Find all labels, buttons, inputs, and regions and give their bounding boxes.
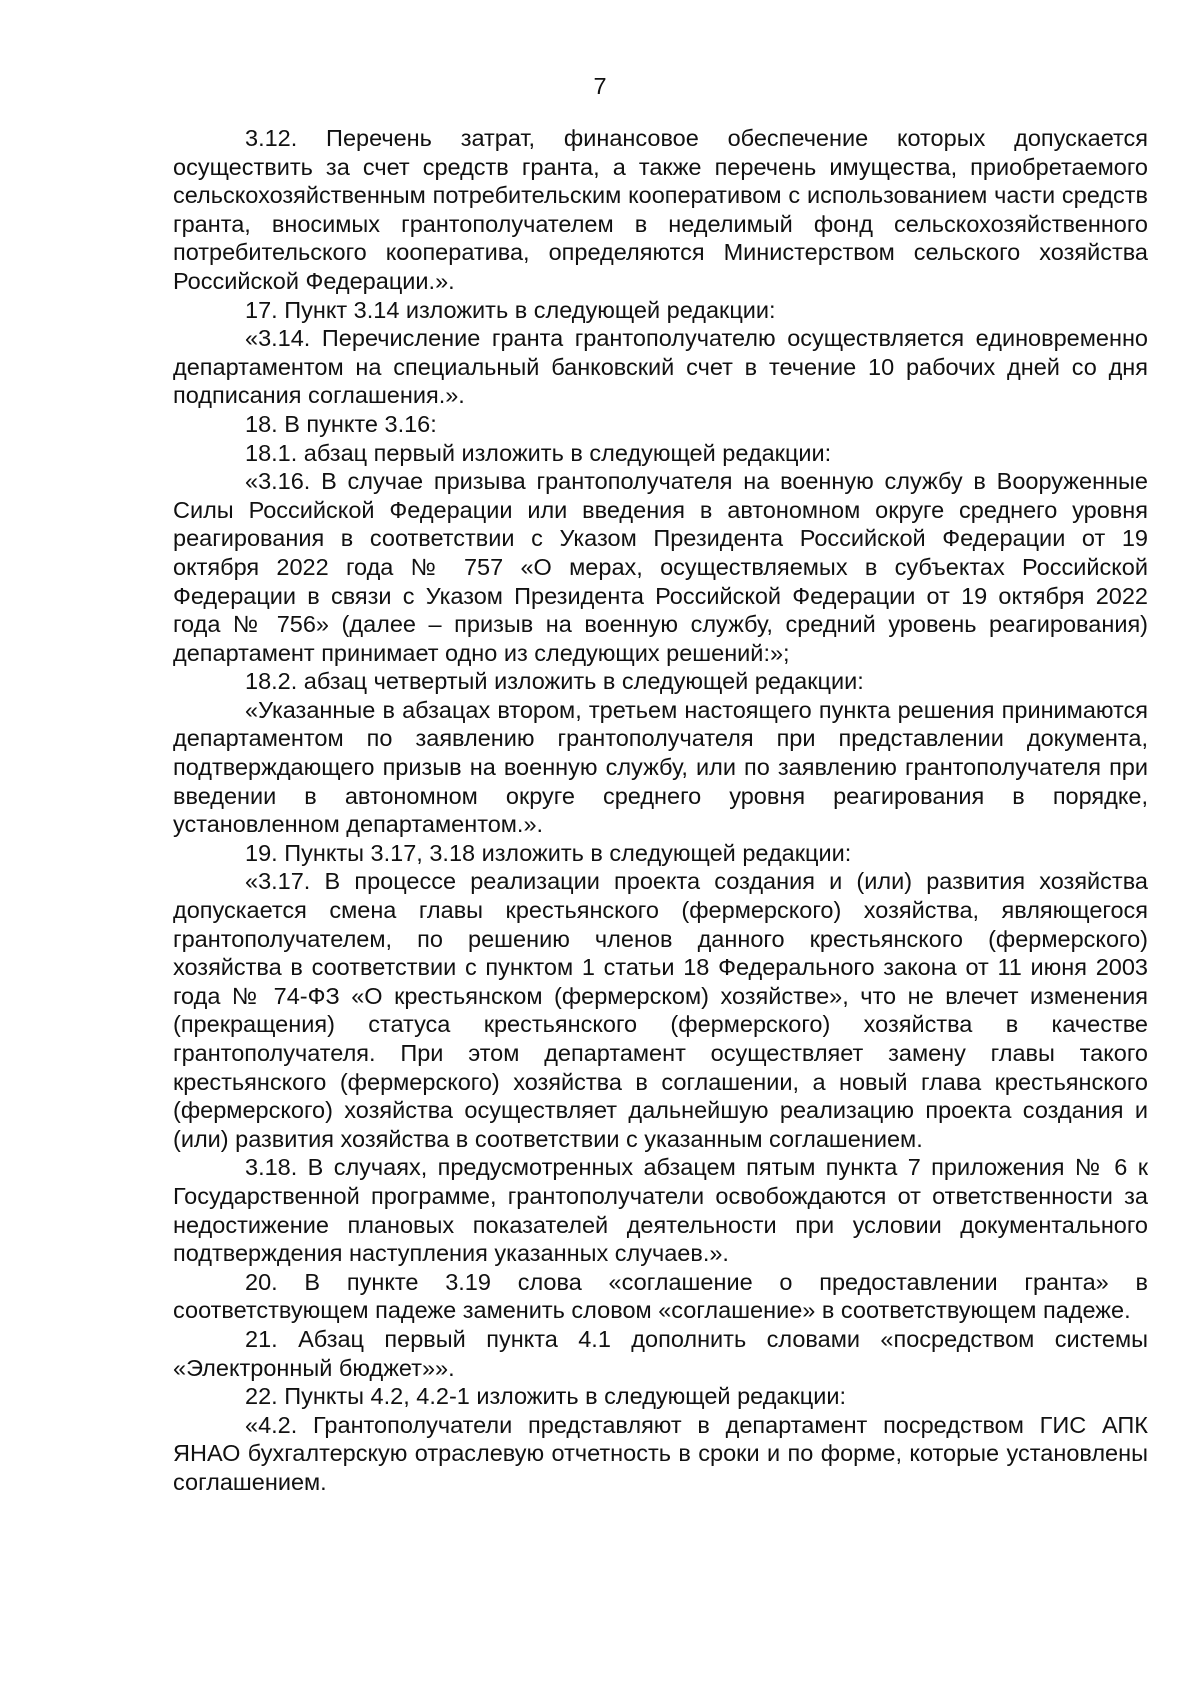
paragraph-3-16: «3.16. В случае призыва грантополучателя на военную службу в Вооруженные Силы Российской Федерации или введения в автономном округе среднего уровня реагирования в соответствии с Указом Президента Российской Федерации от 19 октября 2022 года № 757 «О мерах, осуществляемых в субъектах Российской Федерации в связи с Указом Президента Российской Федерации от 19 октября 2022 года № 756» (далее – призыв на военную службу, средний уровень реагирования) департамент принимает одно из следующих решений:»;: [173, 468, 1148, 666]
paragraph-item-21: 21. Абзац первый пункта 4.1 дополнить словами «посредством системы «Электронный бюджет»».: [173, 1325, 1148, 1381]
document-body: [173, 124, 1148, 1497]
paragraph-item-18-2: 18.2. абзац четвертый изложить в следующей редакции:: [245, 668, 864, 695]
page-number: 7: [593, 73, 607, 99]
paragraph-4-2: «4.2. Грантополучатели представляют в департамент посредством ГИС АПК ЯНАО бухгалтерскую отраслевую отчетность в сроки и по форме, которые установлены соглашением.: [173, 1411, 1148, 1495]
paragraph-3-17: «3.17. В процессе реализации проекта создания и (или) развития хозяйства допускается смена главы крестьянского (фермерского) хозяйства, являющегося грантополучателем, по решению членов данного крестьянского (фермерского) хозяйства в соответствии с пунктом 1 статьи 18 Федерального закона от 11 июня 2003 года № 74-ФЗ «О крестьянском (фермерском) хозяйстве», что не влечет изменения (прекращения) статуса крестьянского (фермерского) хозяйства в качестве грантополучателя. При этом департамент осуществляет замену главы такого крестьянского (фермерского) хозяйства в соглашении, а новый глава крестьянского (фермерского) хозяйства осуществляет дальнейшую реализацию проекта создания и (или) развития хозяйства в соответствии с указанным соглашением.: [173, 868, 1148, 1152]
paragraph-3-16-abzac-4: «Указанные в абзацах втором, третьем настоящего пункта решения принимаются департаментом по заявлению грантополучателя при представлении документа, подтверждающего призыв на военную службу, или по заявлению грантополучателя при введении в автономном округе среднего уровня реагирования в порядке, установленном департаментом.».: [173, 696, 1148, 838]
paragraph-item-19: 19. Пункты 3.17, 3.18 изложить в следующей редакции:: [245, 839, 852, 866]
paragraph-item-22: 22. Пункты 4.2, 4.2-1 изложить в следующей редакции:: [245, 1383, 847, 1410]
paragraph-3-14: «3.14. Перечисление гранта грантополучателю осуществляется единовременно департаментом на специальный банковский счет в течение 10 рабочих дней со дня подписания соглашения.».: [173, 325, 1148, 409]
paragraph-item-20: 20. В пункте 3.19 слова «соглашение о предоставлении гранта» в соответствующем падеже заменить словом «соглашение» в соответствующем падеже.: [173, 1268, 1148, 1324]
paragraph-item-18: 18. В пункте 3.16:: [245, 410, 437, 437]
paragraph-item-17: 17. Пункт 3.14 изложить в следующей редакции:: [245, 296, 776, 323]
paragraph-3-12: 3.12. Перечень затрат, финансовое обеспечение которых допускается осуществить за счет средств гранта, а также перечень имущества, приобретаемого сельскохозяйственным потребительским кооперативом с использованием части средств гранта, вносимых грантополучателем в неделимый фонд сельскохозяйственного потребительского кооператива, определяются Министерством сельского хозяйства Российской Федерации.».: [173, 125, 1148, 294]
paragraph-3-18: 3.18. В случаях, предусмотренных абзацем пятым пункта 7 приложения № 6 к Государственной программе, грантополучатели освобождаются от ответственности за недостижение плановых показателей деятельности при условии документального подтверждения наступления указанных случаев.».: [173, 1154, 1148, 1267]
paragraph-item-18-1: 18.1. абзац первый изложить в следующей редакции:: [245, 439, 832, 466]
